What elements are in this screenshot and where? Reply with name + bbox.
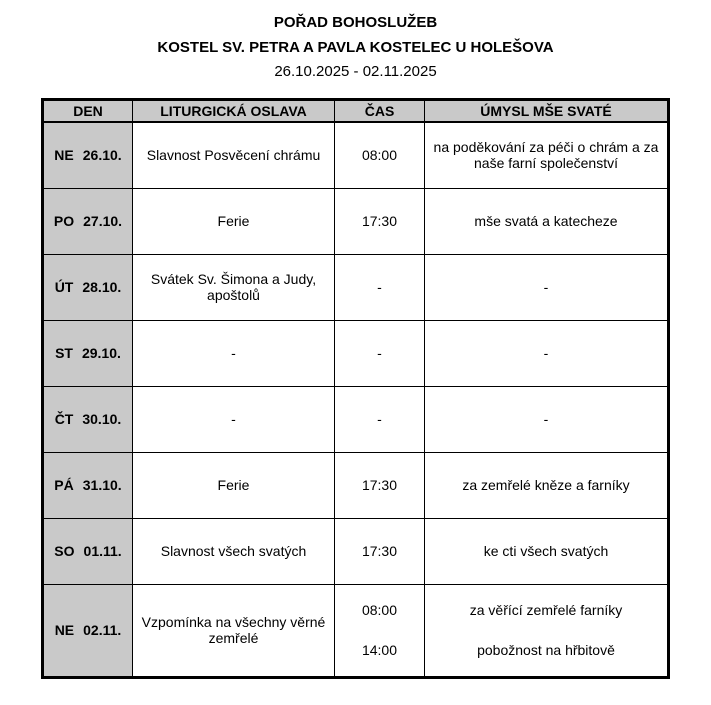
day-cell [43,122,133,188]
time-afternoon: 14:00 [361,642,398,658]
day-date: 27.10. [83,213,123,229]
celebration-cell: Vzpomínka na všechny věrné zemřelé [133,584,335,677]
table-row [43,386,669,452]
table-row [43,584,669,677]
table-row [43,452,669,518]
time-cell: 17:30 [335,452,425,518]
intention-cell: na poděkování za péči o chrám a za naše farní společenství [425,122,669,188]
table-row [43,122,669,188]
day-cell [43,584,133,677]
table-row [43,320,669,386]
day-cell [43,254,133,320]
day-cell [43,320,133,386]
document-header [0,14,711,81]
day-cell [43,386,133,452]
table-row [43,188,669,254]
column-header-umysl: ÚMYSL MŠE SVATÉ [425,100,669,123]
column-header-cas: ČAS [335,100,425,123]
schedule-table [41,98,670,679]
celebration-cell: Svátek Sv. Šimona a Judy, apoštolů [133,254,335,320]
intention-cell: ke cti všech svatých [425,518,669,584]
intention-cell [425,584,669,677]
day-cell [43,518,133,584]
table-row [43,518,669,584]
day-abbr: PÁ [54,477,74,493]
intention-afternoon: pobožnost na hřbitově [477,642,615,658]
day-date: 30.10. [82,411,122,427]
column-header-oslava: LITURGICKÁ OSLAVA [133,100,335,123]
day-date: 29.10. [81,345,121,361]
church-name: KOSTEL SV. PETRA A PAVLA KOSTELEC U HOLEŠOVA [157,39,554,56]
day-date: 02.11. [83,622,122,638]
day-date: 31.10. [82,477,122,493]
time-cell: - [335,320,425,386]
day-abbr: NE [54,147,74,164]
time-morning: 08:00 [361,602,398,618]
day-date: 28.10. [82,279,122,295]
day-abbr: ST [55,345,73,361]
intention-cell: - [425,320,669,386]
celebration-cell: Ferie [133,188,335,254]
day-date: 01.11. [83,543,122,559]
table-row [43,254,669,320]
intention-cell: - [425,386,669,452]
celebration-cell: Slavnost všech svatých [133,518,335,584]
celebration-cell: - [133,320,335,386]
day-cell [43,452,133,518]
celebration-cell: - [133,386,335,452]
day-abbr: SO [54,543,75,559]
day-abbr: PO [53,213,75,229]
time-cell: 17:30 [335,188,425,254]
day-abbr: ČT [54,411,74,427]
intention-cell: mše svatá a katecheze [425,188,669,254]
intention-cell: - [425,254,669,320]
column-header-den: DEN [43,100,133,123]
table-header [43,100,669,123]
celebration-cell: Ferie [133,452,335,518]
time-cell [335,584,425,677]
day-cell [43,188,133,254]
day-abbr: ÚT [54,279,74,295]
day-abbr: NE [54,622,75,638]
page-title: POŘAD BOHOSLUŽEB [273,14,438,31]
date-range: 26.10.2025 - 02.11.2025 [274,63,437,80]
intention-cell: za zemřelé kněze a farníky [425,452,669,518]
time-cell: - [335,254,425,320]
time-cell: 08:00 [335,122,425,188]
celebration-cell: Slavnost Posvěcení chrámu [133,122,335,188]
day-date: 26.10. [82,147,122,164]
time-cell: - [335,386,425,452]
intention-morning: za věřící zemřelé farníky [469,602,623,618]
time-cell: 17:30 [335,518,425,584]
